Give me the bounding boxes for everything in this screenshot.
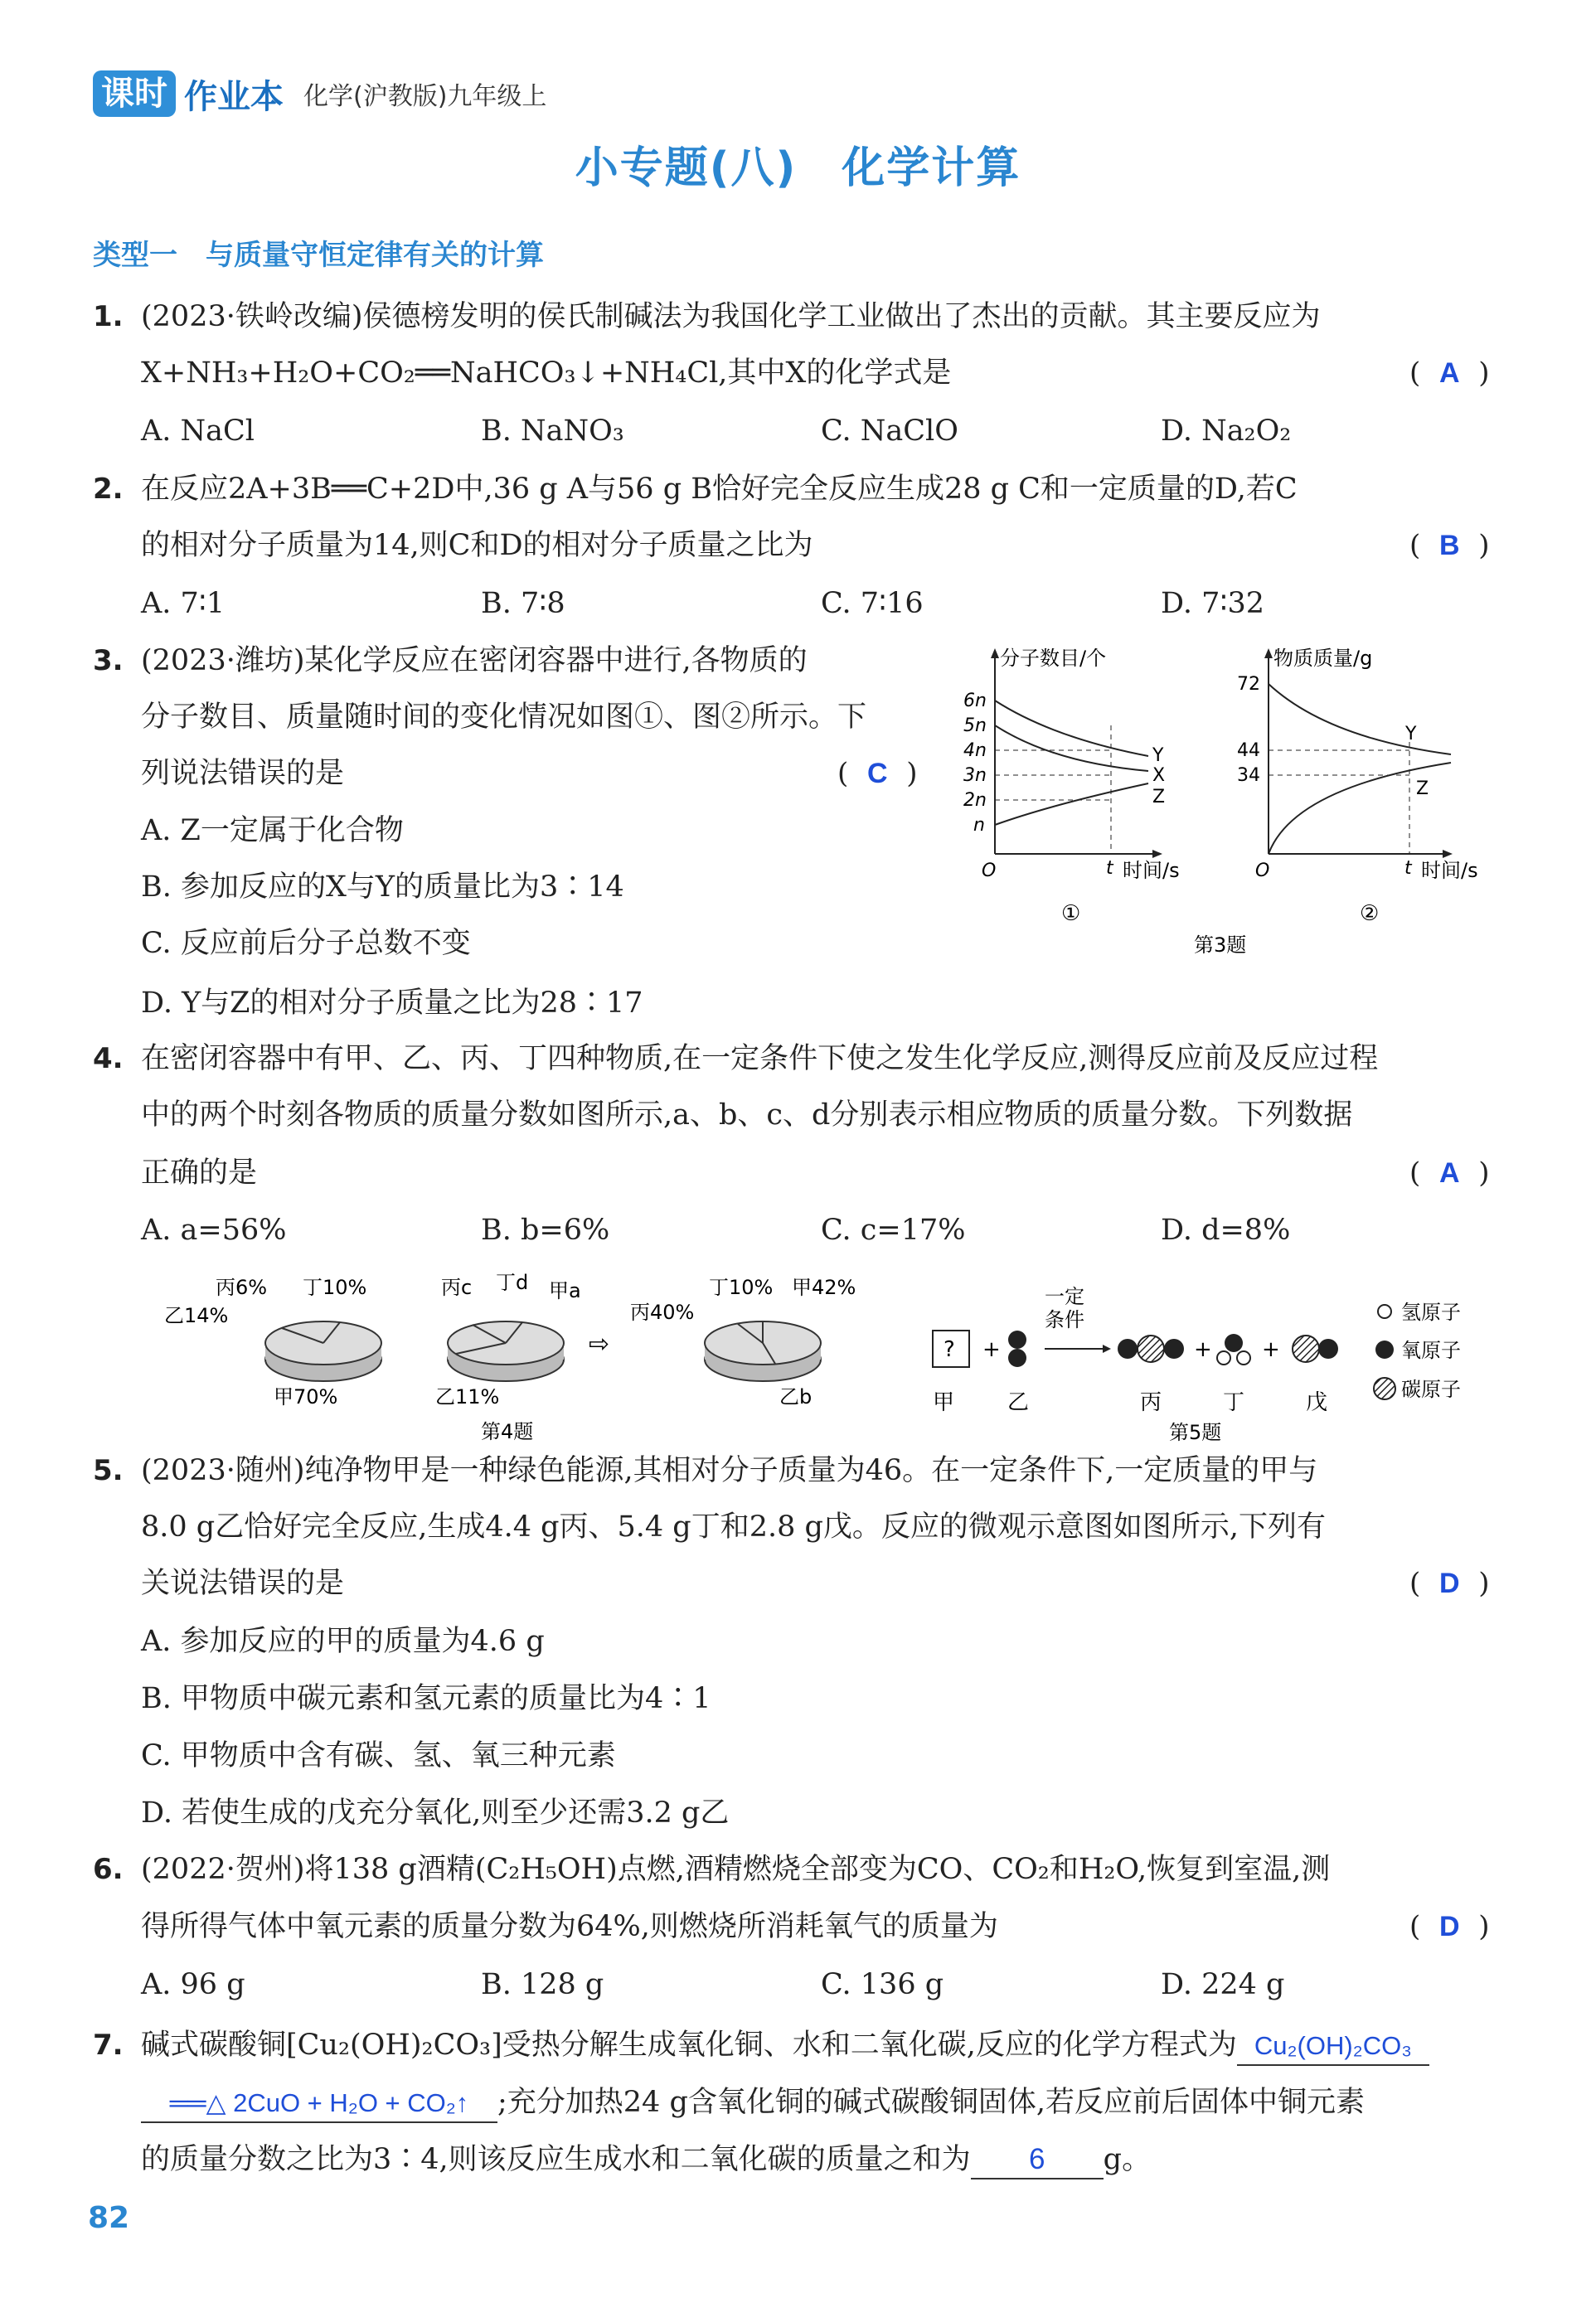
q6-answer: ( D ) [1409,1910,1490,1943]
q1-option-b: B. NaNO₃ [481,415,624,448]
book-name: 作业本 [184,77,284,116]
q1-answer: ( A ) [1409,356,1490,390]
q2-option-d: D. 7∶32 [1161,587,1264,620]
q5-answer: ( D ) [1409,1567,1490,1600]
q1-option-c: C. NaClO [821,415,958,448]
q5-caption: 第5题 [1169,1421,1222,1444]
pie1-label: 丙6% [216,1276,268,1299]
species-name: 丁 [1223,1390,1245,1415]
legend-label: 碳原子 [1401,1378,1461,1401]
q6-option-d: D. 224 g [1161,1968,1285,2001]
fig1-number: ① [1061,901,1081,926]
fig1-tick: 5n [963,715,987,736]
svg-text:+: + [982,1337,1001,1362]
q7-line3 [141,2141,1151,2179]
q7-text: g。 [1103,2143,1152,2176]
fig2-origin: O [1255,861,1270,881]
q6-option-a: A. 96 g [141,1968,245,2001]
page-title: 小专题(八) 化学计算 [575,143,1021,193]
arrow-icon: ⇨ [589,1330,610,1359]
q4-answer: ( A ) [1409,1156,1490,1190]
q6-line2: 得所得气体中氧元素的质量分数为64%,则燃烧所消耗氧气的质量为 [141,1910,998,1943]
fig1-curve-z [995,783,1148,825]
fig1-tick: 3n [963,765,987,786]
fig1-tick: 2n [963,790,987,811]
q6-number: 6. [93,1853,124,1886]
hydrogen-atom-icon [1378,1305,1391,1318]
pie2-label: 乙11% [435,1385,500,1408]
q4-line2: 中的两个时刻各物质的质量分数如图所示,a、b、c、d分别表示相应物质的质量分数。下列数据 [141,1098,1353,1132]
legend-label: 氢原子 [1401,1301,1461,1324]
q4-line3: 正确的是 [141,1156,258,1190]
fig1-label: X [1152,765,1166,786]
q5-figure [920,1268,1526,1447]
q2-line1: 在反应2A+3B══C+2D中,36 g A与56 g B恰好完全反应生成28 g C和一定质量的D,若C [141,473,1298,506]
fig2-tick: 44 [1237,740,1260,761]
q1-number: 1. [93,300,124,333]
q7-text: ;充分加热24 g含氧化铜的碱式碳酸铜固体,若反应前后固体中铜元素 [497,2086,1365,2119]
q2-answer: ( B ) [1409,529,1490,562]
q3-option-b: B. 参加反应的X与Y的质量比为3∶14 [141,870,624,904]
q4-figure [158,1264,887,1447]
unknown-box: ? [944,1337,955,1362]
q7-text: 的质量分数之比为3∶4,则该反应生成水和二氧化碳的质量之和为 [141,2143,971,2176]
species-name: 甲 [933,1390,955,1415]
q3-option-a: A. Z一定属于化合物 [141,814,404,847]
q5-option-c: C. 甲物质中含有碳、氢、氧三种元素 [141,1739,616,1772]
q5-line2: 8.0 g乙恰好完全反应,生成4.4 g丙、5.4 g丁和2.8 g戊。反应的微观示意图如图所示,下列有 [141,1510,1327,1544]
q3-number: 3. [93,644,124,677]
q2-line2: 的相对分子质量为14,则C和D的相对分子质量之比为 [141,529,813,562]
fig1-curve-y [995,701,1148,756]
q3-figure [945,638,1526,970]
q3-line1: (2023·潍坊)某化学反应在密闭容器中进行,各物质的 [141,644,808,677]
equation-blank-2: ══△ 2CuO + H₂O + CO₂↑ [141,2085,497,2123]
fig1-ylabel: 分子数目/个 [1000,647,1107,670]
q4-option-b: B. b=6% [481,1214,610,1247]
species-name: 戊 [1306,1390,1328,1415]
q4-option-c: C. c=17% [821,1214,966,1247]
pie1-label: 甲70% [274,1385,338,1408]
fig2-t: t [1404,858,1412,879]
fig1-label: Y [1152,745,1164,766]
q3-line2: 分子数目、质量随时间的变化情况如图①、图②所示。下 [141,701,867,734]
pie-1 [164,1276,381,1408]
q2-option-c: C. 7∶16 [821,587,924,620]
fig2-tick: 34 [1237,765,1260,786]
carbon-atom-icon [1374,1378,1395,1399]
q4-option-d: D. d=8% [1161,1214,1291,1247]
section-heading: 类型一 与质量守恒定律有关的计算 [93,239,544,272]
q6-option-c: C. 136 g [821,1968,944,2001]
q5-option-d: D. 若使生成的戊充分氧化,则至少还需3.2 g乙 [141,1796,730,1830]
q6-line1: (2022·贺州)将138 g酒精(C₂H₅OH)点燃,酒精燃烧全部变为CO、CO₂和H₂O,恢复到室温,测 [141,1853,1331,1886]
pie2-label: 甲a [549,1279,581,1302]
pie-2 [435,1271,581,1408]
species-name: 丙 [1140,1390,1162,1415]
fig1-xlabel: 时间/s [1123,859,1180,882]
logo: 课时 [93,70,176,117]
q1-option-a: A. NaCl [141,415,255,448]
q3-line3: 列说法错误的是 [141,757,345,790]
subject: 化学(沪教版)九年级上 [303,82,547,111]
cond-text: 一定 [1045,1285,1084,1308]
q4-number: 4. [93,1042,124,1075]
q1-option-d: D. Na₂O₂ [1161,415,1292,448]
q3-graph-2 [1237,647,1478,926]
fig1-tick: 6n [963,691,987,711]
q1-line2: X+NH₃+H₂O+CO₂══NaHCO₃↓+NH₄Cl,其中X的化学式是 [141,356,952,390]
q5-option-a: A. 参加反应的甲的质量为4.6 g [141,1625,545,1658]
pie1-label: 丁10% [303,1276,367,1299]
q6-option-b: B. 128 g [481,1968,604,2001]
fig2-ylabel: 物质质量/g [1273,647,1373,670]
q4-caption: 第4题 [481,1420,534,1443]
fig2-xlabel: 时间/s [1421,859,1478,882]
fig1-origin: O [982,861,997,881]
oxygen-atom-icon [1375,1341,1394,1359]
q2-option-a: A. 7∶1 [141,587,226,620]
q2-option-b: B. 7∶8 [481,587,565,620]
pie-3 [630,1276,856,1408]
fig1-tick: 4n [963,740,987,761]
q7-line1 [141,2027,1429,2066]
pie2-label: 丁d [496,1271,529,1294]
q5-number: 5. [93,1454,124,1487]
q3-option-c: C. 反应前后分子总数不变 [141,927,471,960]
q2-number: 2. [93,473,124,506]
q3-caption: 第3题 [1194,933,1247,957]
species-name: 乙 [1007,1390,1030,1415]
svg-text:+: + [1194,1337,1212,1362]
q7-number: 7. [93,2029,124,2062]
fig2-label: Z [1416,778,1429,799]
cond-text: 条件 [1045,1308,1084,1331]
pie3-label: 丁10% [709,1276,774,1299]
q4-line1: 在密闭容器中有甲、乙、丙、丁四种物质,在一定条件下使之发生化学反应,测得反应前及反应过程 [141,1042,1379,1075]
header [93,68,546,119]
fig1-curve-x [995,725,1148,771]
fig2-label: Y [1405,724,1417,744]
fig2-tick: 72 [1237,674,1260,695]
pie2-label: 丙c [441,1276,473,1299]
pie3-label: 甲42% [792,1276,856,1299]
q1-line1: (2023·铁岭改编)侯德榜发明的侯氏制碱法为我国化学工业做出了杰出的贡献。其主要反应为 [141,300,1321,333]
q7-line2 [141,2084,1365,2123]
fig1-label: Z [1152,787,1166,807]
fig1-tick: n [973,815,985,836]
q4-option-a: A. a=56% [141,1214,287,1247]
fig2-number: ② [1360,901,1380,926]
fig2-curve-z [1269,763,1451,854]
q7-text: 碱式碳酸铜[Cu₂(OH)₂CO₃]受热分解生成氧化铜、水和二氧化碳,反应的化学方程式为 [141,2029,1237,2062]
svg-text:+: + [1262,1337,1280,1362]
pie3-label: 乙b [779,1385,813,1408]
page-number: 82 [88,2201,130,2235]
q5-line3: 关说法错误的是 [141,1567,345,1600]
answer-blank: 6 [971,2141,1104,2179]
legend-label: 氧原子 [1401,1339,1461,1362]
fig2-curve-y [1269,684,1451,754]
q3-answer: ( C ) [837,757,918,790]
q5-line1: (2023·随州)纯净物甲是一种绿色能源,其相对分子质量为46。在一定条件下,一定质量的甲与 [141,1454,1318,1487]
equation-blank-1: Cu₂(OH)₂CO₃ [1237,2028,1429,2066]
q3-option-d: D. Y与Z的相对分子质量之比为28∶17 [141,987,643,1020]
pie1-label: 乙14% [164,1304,229,1327]
fig1-t: t [1106,858,1113,879]
pie3-label: 丙40% [630,1301,695,1324]
q5-option-b: B. 甲物质中碳元素和氢元素的质量比为4∶1 [141,1682,711,1715]
q3-graph-1 [963,647,1180,926]
